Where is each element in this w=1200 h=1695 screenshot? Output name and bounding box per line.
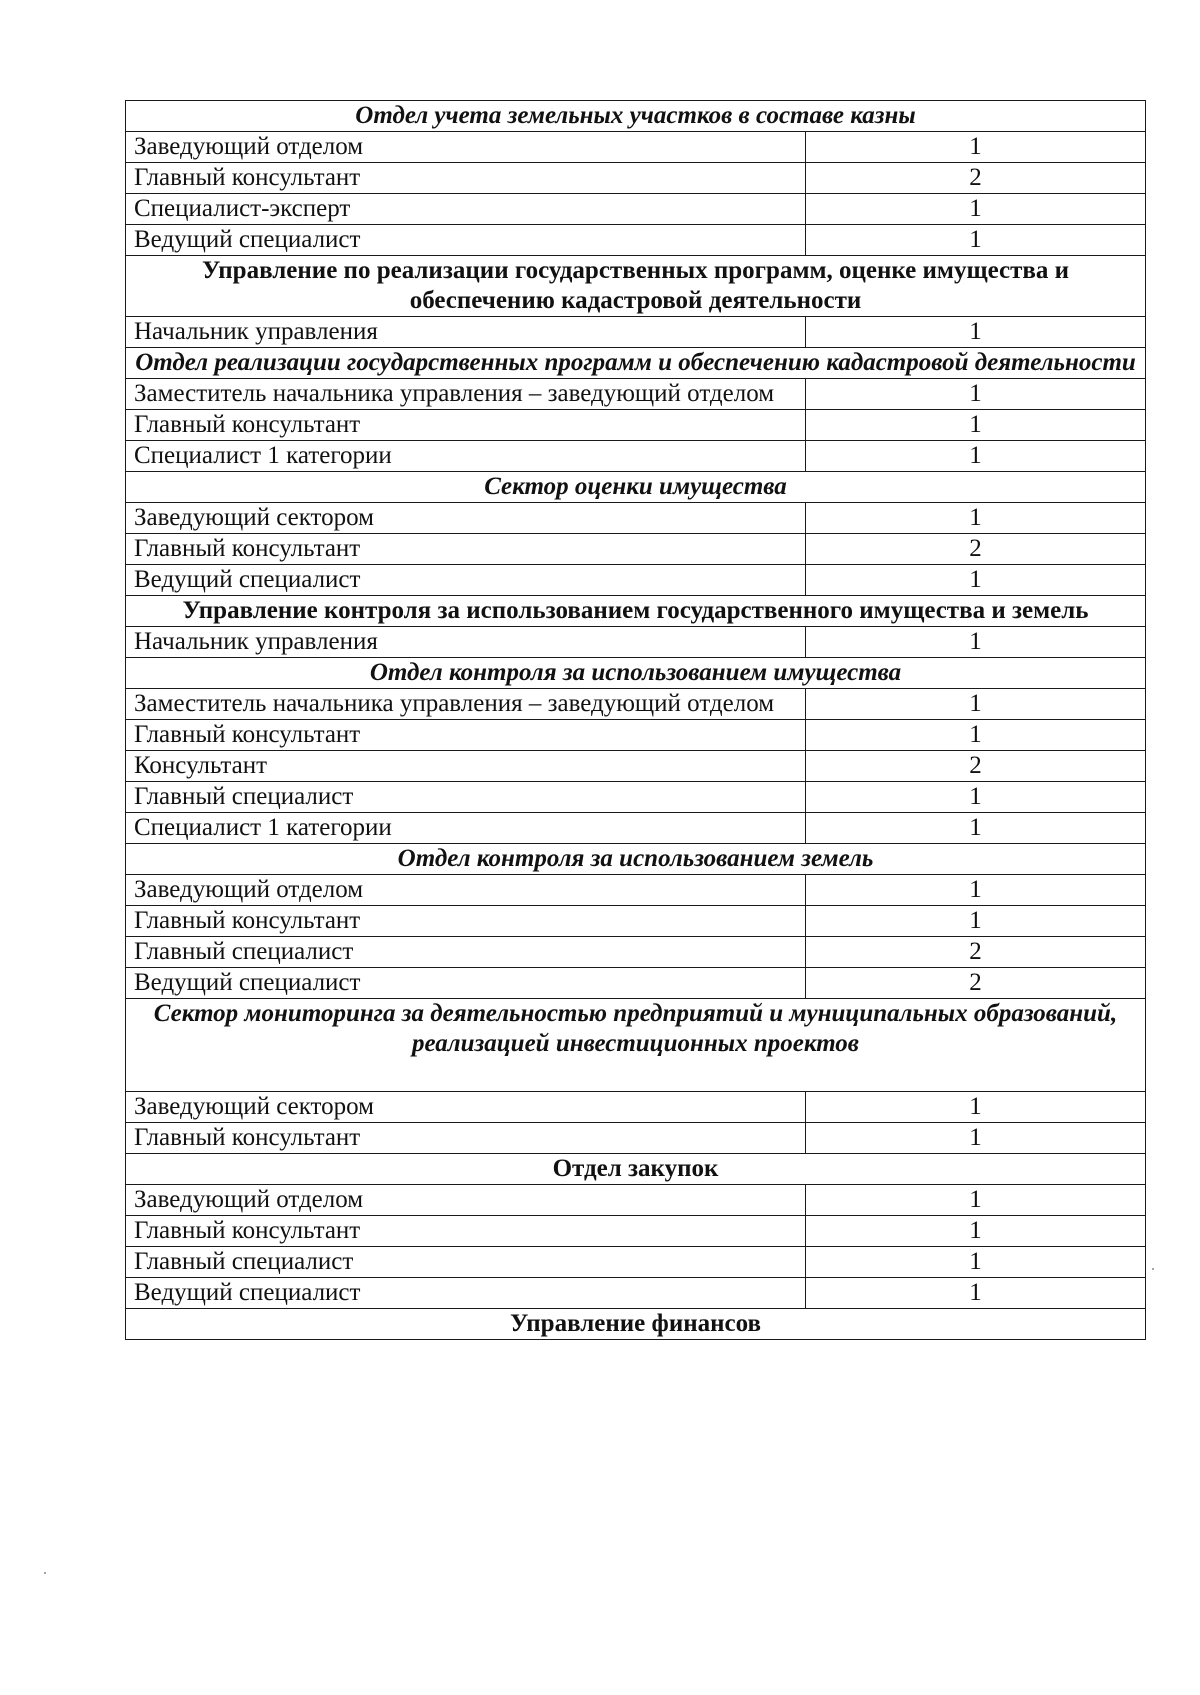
position-title: Заведующий сектором (126, 503, 806, 534)
staff-count: 1 (806, 317, 1146, 348)
staff-count: 1 (806, 813, 1146, 844)
table-row (126, 813, 1146, 844)
position-title: Начальник управления (126, 627, 806, 658)
position-title: Главный консультант (126, 1123, 806, 1154)
staff-count: 2 (806, 163, 1146, 194)
position-title: Специалист 1 категории (126, 441, 806, 472)
table-row (126, 503, 1146, 534)
staff-count: 1 (806, 1092, 1146, 1123)
staff-count: 1 (806, 194, 1146, 225)
position-title: Главный консультант (126, 720, 806, 751)
position-title: Заведующий отделом (126, 132, 806, 163)
staff-count: 1 (806, 441, 1146, 472)
staff-count: 2 (806, 534, 1146, 565)
table-row (126, 689, 1146, 720)
staff-count: 1 (806, 627, 1146, 658)
scan-speck (44, 1572, 46, 1574)
table-row (126, 1123, 1146, 1154)
staffing-table (125, 100, 1146, 1340)
section-title: Управление контроля за использованием государственного имущества и земель (126, 596, 1146, 627)
position-title: Ведущий специалист (126, 968, 806, 999)
table-row (126, 1247, 1146, 1278)
table-row (126, 379, 1146, 410)
staff-count: 1 (806, 689, 1146, 720)
section-title: Управление финансов (126, 1309, 1146, 1340)
table-row (126, 1092, 1146, 1123)
section-header-row (126, 1154, 1146, 1185)
section-header-row (126, 256, 1146, 317)
staff-count: 1 (806, 1216, 1146, 1247)
position-title: Заведующий отделом (126, 875, 806, 906)
staff-count: 1 (806, 720, 1146, 751)
section-header-row (126, 999, 1146, 1092)
staff-count: 1 (806, 565, 1146, 596)
section-title: Управление по реализации государственных программ, оценке имущества и обеспечению кадастровой деятельности (126, 256, 1146, 317)
table-row (126, 1185, 1146, 1216)
table-row (126, 782, 1146, 813)
staff-count: 1 (806, 1185, 1146, 1216)
staff-count: 1 (806, 1278, 1146, 1309)
table-row (126, 317, 1146, 348)
position-title: Главный консультант (126, 906, 806, 937)
staff-count: 1 (806, 132, 1146, 163)
staff-count: 2 (806, 968, 1146, 999)
position-title: Главный специалист (126, 937, 806, 968)
position-title: Заместитель начальника управления – заведующий отделом (126, 379, 806, 410)
section-title: Отдел контроля за использованием имущества (126, 658, 1146, 689)
staff-count: 1 (806, 906, 1146, 937)
staff-count: 1 (806, 225, 1146, 256)
position-title: Специалист 1 категории (126, 813, 806, 844)
table-row (126, 225, 1146, 256)
table-row (126, 441, 1146, 472)
section-title: Сектор мониторинга за деятельностью предприятий и муниципальных образований, реализацией инвестиционных проектов (126, 999, 1146, 1092)
position-title: Начальник управления (126, 317, 806, 348)
position-title: Заведующий отделом (126, 1185, 806, 1216)
staff-count: 1 (806, 503, 1146, 534)
staff-count: 1 (806, 782, 1146, 813)
table-row (126, 194, 1146, 225)
position-title: Ведущий специалист (126, 1278, 806, 1309)
section-title: Отдел закупок (126, 1154, 1146, 1185)
staffing-table-body (126, 101, 1146, 1340)
staff-count: 1 (806, 1123, 1146, 1154)
table-row (126, 1278, 1146, 1309)
table-row (126, 720, 1146, 751)
position-title: Заведующий сектором (126, 1092, 806, 1123)
table-row (126, 534, 1146, 565)
position-title: Главный консультант (126, 534, 806, 565)
staff-count: 1 (806, 379, 1146, 410)
table-row (126, 132, 1146, 163)
staff-count: 2 (806, 937, 1146, 968)
staff-count: 1 (806, 410, 1146, 441)
section-header-row (126, 1309, 1146, 1340)
scan-speck (1152, 1268, 1154, 1270)
section-header-row (126, 348, 1146, 379)
table-row (126, 565, 1146, 596)
table-row (126, 751, 1146, 782)
position-title: Ведущий специалист (126, 565, 806, 596)
section-title: Сектор оценки имущества (126, 472, 1146, 503)
position-title: Главный консультант (126, 1216, 806, 1247)
section-header-row (126, 658, 1146, 689)
table-row (126, 906, 1146, 937)
section-title: Отдел реализации государственных программ и обеспечению кадастровой деятельности (126, 348, 1146, 379)
section-header-row (126, 472, 1146, 503)
section-header-row (126, 596, 1146, 627)
position-title: Специалист-эксперт (126, 194, 806, 225)
section-header-row (126, 844, 1146, 875)
table-row (126, 1216, 1146, 1247)
table-row (126, 937, 1146, 968)
position-title: Главный специалист (126, 782, 806, 813)
section-title: Отдел контроля за использованием земель (126, 844, 1146, 875)
section-header-row (126, 101, 1146, 132)
table-row (126, 968, 1146, 999)
table-row (126, 627, 1146, 658)
staff-count: 1 (806, 875, 1146, 906)
table-row (126, 410, 1146, 441)
position-title: Главный консультант (126, 410, 806, 441)
table-row (126, 163, 1146, 194)
position-title: Главный консультант (126, 163, 806, 194)
position-title: Главный специалист (126, 1247, 806, 1278)
position-title: Консультант (126, 751, 806, 782)
section-title: Отдел учета земельных участков в составе казны (126, 101, 1146, 132)
staff-count: 2 (806, 751, 1146, 782)
position-title: Заместитель начальника управления – заведующий отделом (126, 689, 806, 720)
table-row (126, 875, 1146, 906)
position-title: Ведущий специалист (126, 225, 806, 256)
staff-count: 1 (806, 1247, 1146, 1278)
